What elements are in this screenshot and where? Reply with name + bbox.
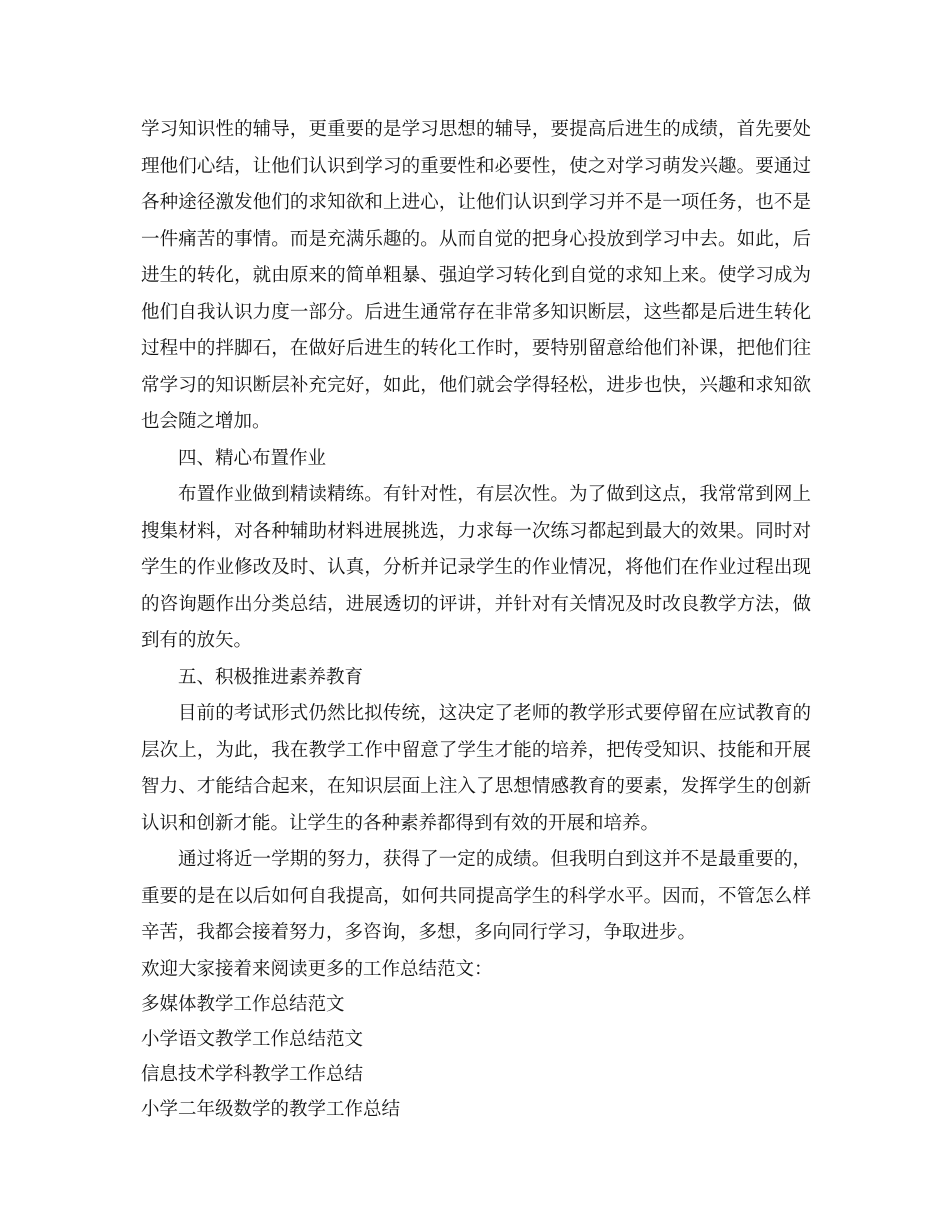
- body-paragraph-tutoring: 学习知识性的辅导，更重要的是学习思想的辅导，要提高后进生的成绩，首先要处理他们心结，让他们认识到学习的重要性和必要性，使之对学习萌发兴趣。要通过各种途径激发他们的求知欲和上进心，让他们认识到学习并不是一项任务，也不是一件痛苦的事情。而是充满乐趣的。从而自觉的把身心投放到学习中去。如此，后进生的转化，就由原来的简单粗暴、强迫学习转化到自觉的求知上来。使学习成为他们自我认识力度一部分。后进生通常存在非常多知识断层，这些都是后进生转化过程中的拌脚石，在做好后进生的转化工作时，要特别留意给他们补课，把他们往常学习的知识断层补充完好，如此，他们就会学得轻松，进步也快，兴趣和求知欲也会随之增加。: [141, 119, 811, 432]
- related-link-it[interactable]: 信息技术学科教学工作总结: [141, 1063, 364, 1085]
- related-link-chinese[interactable]: 小学语文教学工作总结范文: [141, 1028, 364, 1050]
- body-paragraph-conclusion: 通过将近一学期的努力，获得了一定的成绩。但我明白到这并不是最重要的，重要的是在以后如何自我提高，如何共同提高学生的科学水平。因而，不管怎么样辛苦，我都会接着努力，多咨询，多想，多向同行学习，争取进步。: [141, 849, 811, 943]
- section-heading-homework: 四、精心布置作业: [178, 447, 327, 469]
- related-link-multimedia[interactable]: 多媒体教学工作总结范文: [141, 993, 345, 1015]
- body-paragraph-quality-education: 目前的考试形式仍然比拟传统，这决定了老师的教学形式要停留在应试教育的层次上，为此，我在教学工作中留意了学生才能的培养，把传受知识、技能和开展智力、才能结合起来，在知识层面上注入了思想情感教育的要素，发挥学生的创新认识和创新才能。让学生的各种素养都得到有效的开展和培养。: [141, 703, 811, 834]
- document-body: [141, 112, 811, 1127]
- body-paragraph-homework: 布置作业做到精读精练。有针对性，有层次性。为了做到这点，我常常到网上搜集材料，对各种辅助材料进展挑选，力求每一次练习都起到最大的效果。同时对学生的作业修改及时、认真，分析并记录学生的作业情况，将他们在作业过程出现的咨询题作出分类总结，进展透切的评讲，并针对有关情况及时改良教学方法，做到有的放矢。: [141, 484, 811, 651]
- more-reading-intro: 欢迎大家接着来阅读更多的工作总结范文：: [141, 958, 493, 980]
- section-heading-quality-education: 五、积极推进素养教育: [178, 666, 364, 688]
- more-reading-section: [141, 952, 811, 1127]
- related-link-math[interactable]: 小学二年级数学的教学工作总结: [141, 1098, 401, 1120]
